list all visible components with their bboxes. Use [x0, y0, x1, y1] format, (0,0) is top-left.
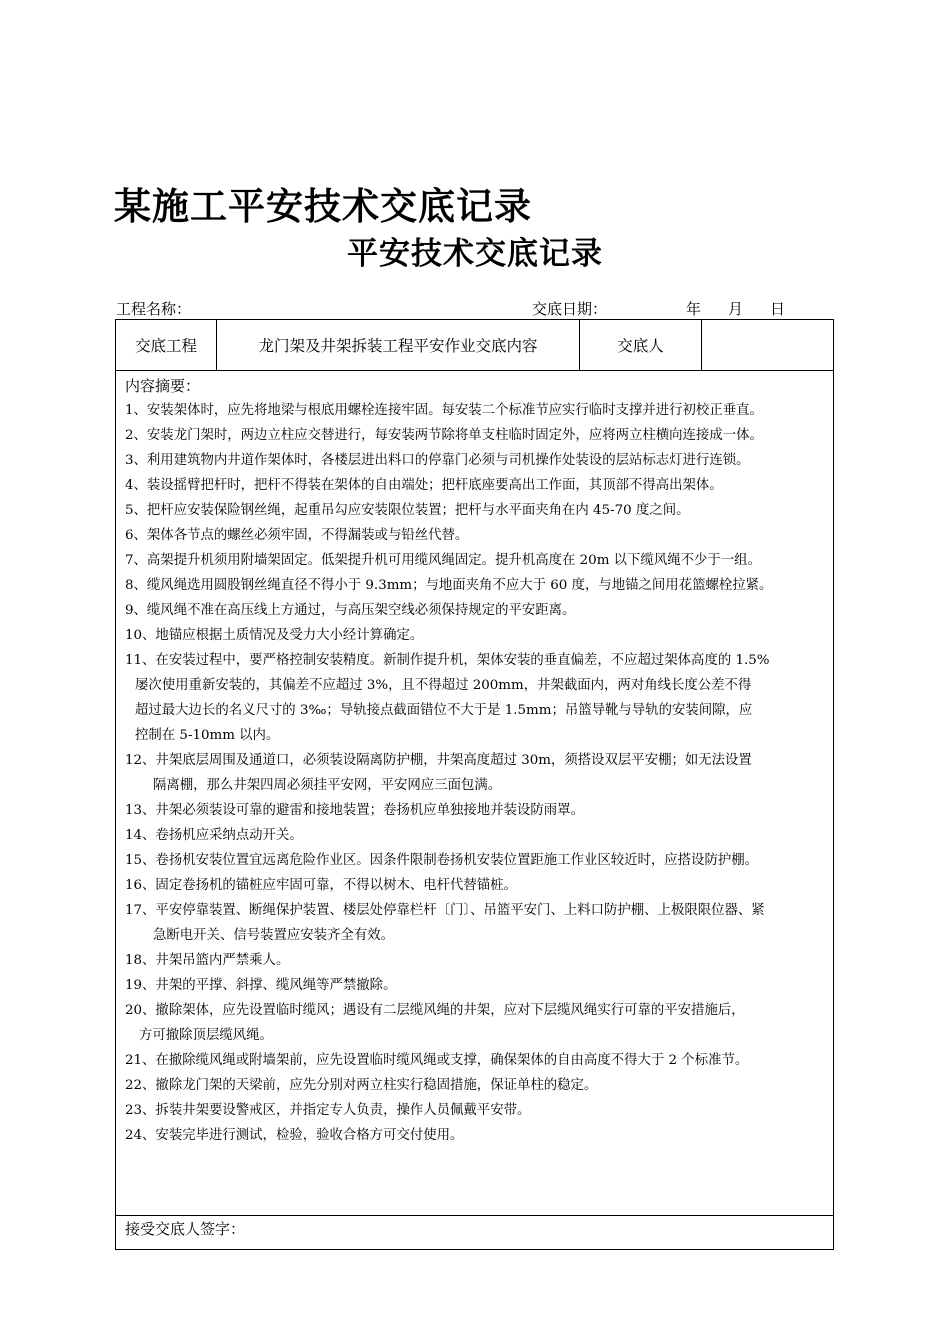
date-day-label: 日: [770, 300, 786, 318]
table-header-row: [116, 320, 833, 371]
list-item: 急断电开关、信号装置应安装齐全有效。: [153, 928, 395, 943]
list-item: 4、装设摇臂把杆时，把杆不得装在架体的自由端处；把杆底座要高出工作面，其顶部不得高出架体。: [125, 478, 723, 493]
list-item: 1、安装架体时，应先将地梁与根底用螺栓连接牢固。每安装二个标准节应实行临时支撑并进行初校正垂直。: [125, 403, 763, 418]
list-item: 15、卷扬机安装位置宜远离危险作业区。因条件限制卷扬机安装位置距施工作业区较近时，应搭设防护棚。: [125, 853, 759, 868]
list-item: 方可撤除顶层缆风绳。: [139, 1028, 273, 1043]
list-item: 9、缆风绳不准在高压线上方通过，与高压架空线必须保持规定的平安距离。: [125, 603, 576, 618]
list-item: 14、卷扬机应采纳点动开关。: [125, 828, 303, 843]
date-month-label: 月: [728, 300, 744, 318]
header-cell-briefer-value: [702, 320, 833, 370]
list-item: 3、利用建筑物内井道作架体时，各楼层进出料口的停靠门必须与司机操作处装设的层站标志灯进行连锁。: [125, 453, 750, 468]
list-item: 10、地锚应根据土质情况及受力大小经计算确定。: [125, 628, 424, 643]
list-item: 21、在撤除缆风绳或附墙架前，应先设置临时缆风绳或支撑，确保架体的自由高度不得大于 2 个标准节。: [125, 1053, 749, 1068]
list-item: 11、在安装过程中，要严格控制安装精度。新制作提升机，架体安装的垂直偏差，不应超过架体高度的 1.5%: [125, 653, 770, 668]
list-item: 8、缆风绳选用圆股钢丝绳直径不得小于 9.3mm；与地面夹角不应大于 60 度，与地锚之间用花篮螺栓拉紧。: [125, 578, 773, 593]
list-item: 12、井架底层周围及通道口，必须装设隔离防护棚，井架高度超过 30m，须搭设双层平安棚；如无法设置: [125, 753, 752, 768]
list-item: 19、井架的平撑、斜撑、缆风绳等严禁撤除。: [125, 978, 397, 993]
list-item: 20、撤除架体，应先设置临时缆风；遇设有二层缆风绳的井架，应对下层缆风绳实行可靠的平安措施后，: [125, 1003, 745, 1018]
content-summary-cell: [116, 370, 833, 1216]
list-item: 隔离棚，那么井架四周必须挂平安网，平安网应三面包满。: [153, 778, 502, 793]
list-item: 13、井架必须装设可靠的避雷和接地装置；卷扬机应单独接地并装设防雨罩。: [125, 803, 584, 818]
date-year-label: 年: [686, 300, 702, 318]
list-item: 24、安装完毕进行测试，检验，验收合格方可交付使用。: [125, 1128, 464, 1143]
list-item: 屡次使用重新安装的，其偏差不应超过 3%，且不得超过 200mm，井架截面内，两对角线长度公差不得: [135, 678, 752, 693]
project-name-label: 工程名称：: [116, 300, 192, 318]
document-title: 某施工平安技术交底记录: [114, 184, 532, 228]
list-item: 超过最大边长的名义尺寸的 3‰；导轨接点截面错位不大于是 1.5mm；吊篮导靴与导轨的安装间隙，应: [135, 703, 753, 718]
list-item: 6、架体各节点的螺丝必须牢固，不得漏装或与铅丝代替。: [125, 528, 469, 543]
record-table: [115, 319, 834, 1250]
list-item: 17、平安停靠装置、断绳保护装置、楼层处停靠栏杆〔门〕、吊篮平安门、上料口防护棚、上极限限位器、紧: [125, 903, 765, 918]
content-summary-label: 内容摘要：: [125, 377, 201, 395]
recipient-signature-label: 接受交底人签字：: [125, 1220, 246, 1238]
header-cell-content: 龙门架及井架拆装工程平安作业交底内容: [217, 320, 580, 370]
briefing-date-label: 交底日期：: [532, 300, 608, 318]
list-item: 2、安装龙门架时，两边立柱应交替进行，每安装两节除将单支柱临时固定外，应将两立柱横向连接成一体。: [125, 428, 763, 443]
header-cell-briefer: 交底人: [580, 320, 702, 370]
list-item: 23、拆装井架要设警戒区，并指定专人负责，操作人员佩戴平安带。: [125, 1103, 531, 1118]
list-item: 16、固定卷扬机的锚桩应牢固可靠，不得以树木、电杆代替锚桩。: [125, 878, 517, 893]
list-item: 18、井架吊篮内严禁乘人。: [125, 953, 290, 968]
list-item: 5、把杆应安装保险钢丝绳，起重吊勾应安装限位装置；把杆与水平面夹角在内 45-70 度之间。: [125, 503, 690, 518]
list-item: 22、撤除龙门架的天梁前，应先分别对两立柱实行稳固措施，保证单柱的稳定。: [125, 1078, 598, 1093]
list-item: 控制在 5-10mm 以内。: [135, 728, 280, 743]
form-title: 平安技术交底记录: [347, 236, 603, 272]
header-cell-project: 交底工程: [116, 320, 217, 370]
list-item: 7、高架提升机须用附墙架固定。低架提升机可用缆风绳固定。提升机高度在 20m 以下缆风绳不少于一组。: [125, 553, 761, 568]
